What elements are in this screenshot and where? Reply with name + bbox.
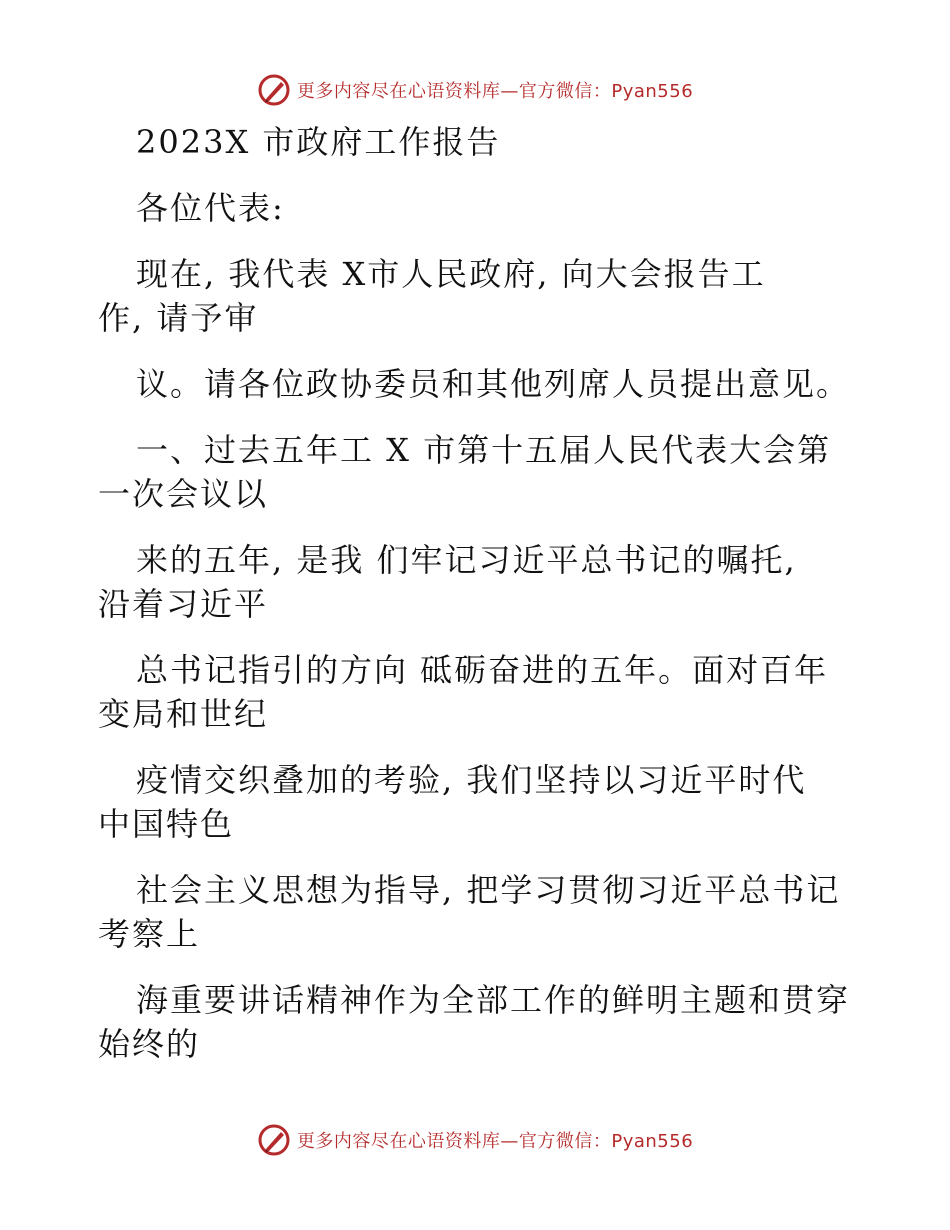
text-line: 沿着习近平 — [98, 585, 269, 623]
text-line: 现在, 我代表 X市人民政府, 向大会报告工 — [136, 255, 766, 293]
text-line: 一次会议以 — [98, 475, 269, 513]
text-line: 议。请各位政协委员和其他列席人员提出意见。 — [136, 365, 851, 403]
text-line: 一、过去五年工 X 市第十五届人民代表大会第 — [136, 431, 832, 469]
text-line: 疫情交织叠加的考验, 我们坚持以习近平时代 — [136, 761, 807, 799]
pen-logo-icon — [257, 1123, 291, 1157]
banner-text: 更多内容尽在心语资料库—官方微信：Pyan556 — [296, 81, 694, 102]
document-body — [98, 120, 868, 1066]
banner-text: 更多内容尽在心语资料库—官方微信：Pyan556 — [296, 1131, 694, 1152]
text-line: 2023X 市政府工作报告 — [136, 123, 501, 161]
text-line: 海重要讲话精神作为全部工作的鲜明主题和贯穿 — [136, 981, 851, 1019]
text-line: 社会主义思想为指导, 把学习贯彻习近平总书记 — [136, 871, 841, 909]
header-banner — [0, 68, 950, 112]
text-line: 作, 请予审 — [98, 299, 259, 337]
text-line: 各位代表: — [136, 189, 285, 227]
text-line: 变局和世纪 — [98, 695, 269, 733]
pen-logo-icon — [257, 73, 291, 107]
text-line: 考察上 — [98, 915, 201, 953]
text-line: 总书记指引的方向 砥砺奋进的五年。面对百年 — [136, 651, 829, 689]
footer-banner — [0, 1118, 950, 1162]
text-line: 中国特色 — [98, 805, 235, 843]
text-line: 来的五年, 是我 们牢记习近平总书记的嘱托, — [136, 541, 797, 579]
text-line: 始终的 — [98, 1025, 201, 1063]
